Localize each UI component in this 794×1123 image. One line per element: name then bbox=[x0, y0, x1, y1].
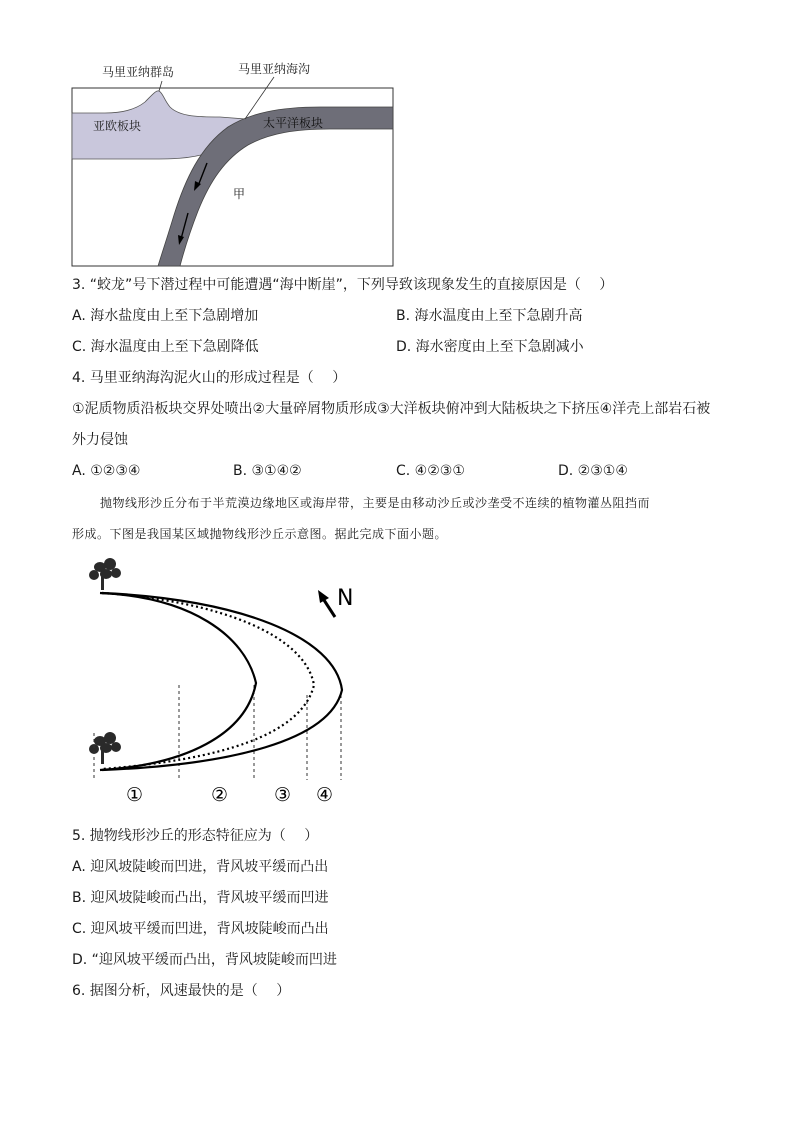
q5-option-d[interactable]: D. “迎风坡平缓而凸出，背风坡陡峻而凹进 bbox=[72, 952, 337, 968]
q3-option-a[interactable]: A. 海水盐度由上至下急剧增加 bbox=[72, 308, 259, 324]
zone-label-2: ② bbox=[211, 784, 229, 806]
q3-option-c[interactable]: C. 海水温度由上至下急剧降低 bbox=[72, 339, 259, 355]
label-eurasian-plate: 亚欧板块 bbox=[93, 119, 142, 133]
dune-arc-inner bbox=[100, 593, 256, 770]
q3-stem: 3. “蛟龙”号下潜过程中可能遭遇“海中断崖”，下列导致该现象发生的直接原因是（ ） bbox=[72, 277, 614, 293]
q3-option-d[interactable]: D. 海水密度由上至下急剧减小 bbox=[396, 339, 584, 355]
shrub-icon-top bbox=[89, 558, 121, 590]
intro-line2: 形成。下图是我国某区域抛物线形沙丘示意图。据此完成下面小题。 bbox=[72, 527, 448, 541]
q4-option-d[interactable]: D. ②③①④ bbox=[558, 463, 628, 479]
q6-stem: 6. 据图分析，风速最快的是（ ） bbox=[72, 983, 291, 999]
label-mariana-islands: 马里亚纳群岛 bbox=[102, 65, 175, 79]
zone-label-1: ① bbox=[126, 784, 144, 806]
dune-arc-outer bbox=[102, 593, 342, 770]
label-pacific-plate: 太平洋板块 bbox=[263, 116, 324, 130]
north-label: N bbox=[337, 586, 354, 611]
islands-leader-line bbox=[159, 81, 162, 91]
q4-line2: 外力侵蚀 bbox=[72, 432, 128, 448]
zone-label-4: ④ bbox=[316, 784, 334, 806]
intro-line1: 抛物线形沙丘分布于半荒漠边缘地区或海岸带，主要是由移动沙丘或沙垄受不连续的植物灌丛阻挡而 bbox=[100, 496, 651, 510]
q5-option-a[interactable]: A. 迎风坡陡峻而凹进，背风坡平缓而凸出 bbox=[72, 859, 329, 875]
q4-option-c[interactable]: C. ④②③① bbox=[396, 463, 465, 479]
q4-line1: ①泥质物质沿板块交界处喷出②大量碎屑物质形成③大洋板块俯冲到大陆板块之下挤压④洋壳上部岩石被 bbox=[72, 401, 711, 417]
q5-option-b[interactable]: B. 迎风坡陡峻而凸出，背风坡平缓而凹进 bbox=[72, 890, 329, 906]
q4-stem: 4. 马里亚纳海沟泥火山的形成过程是（ ） bbox=[72, 370, 347, 386]
zone-label-3: ③ bbox=[274, 784, 292, 806]
north-arrow-icon bbox=[318, 590, 335, 617]
parabolic-dune-figure bbox=[80, 555, 380, 810]
subduction-figure bbox=[60, 55, 400, 270]
q4-option-b[interactable]: B. ③①④② bbox=[233, 463, 302, 479]
label-jia: 甲 bbox=[233, 187, 246, 201]
q4-option-a[interactable]: A. ①②③④ bbox=[72, 463, 141, 479]
q3-option-b[interactable]: B. 海水温度由上至下急剧升高 bbox=[396, 308, 583, 324]
q5-stem: 5. 抛物线形沙丘的形态特征应为（ ） bbox=[72, 828, 319, 844]
label-mariana-trench: 马里亚纳海沟 bbox=[238, 62, 311, 76]
q5-option-c[interactable]: C. 迎风坡平缓而凹进，背风坡陡峻而凸出 bbox=[72, 921, 329, 937]
